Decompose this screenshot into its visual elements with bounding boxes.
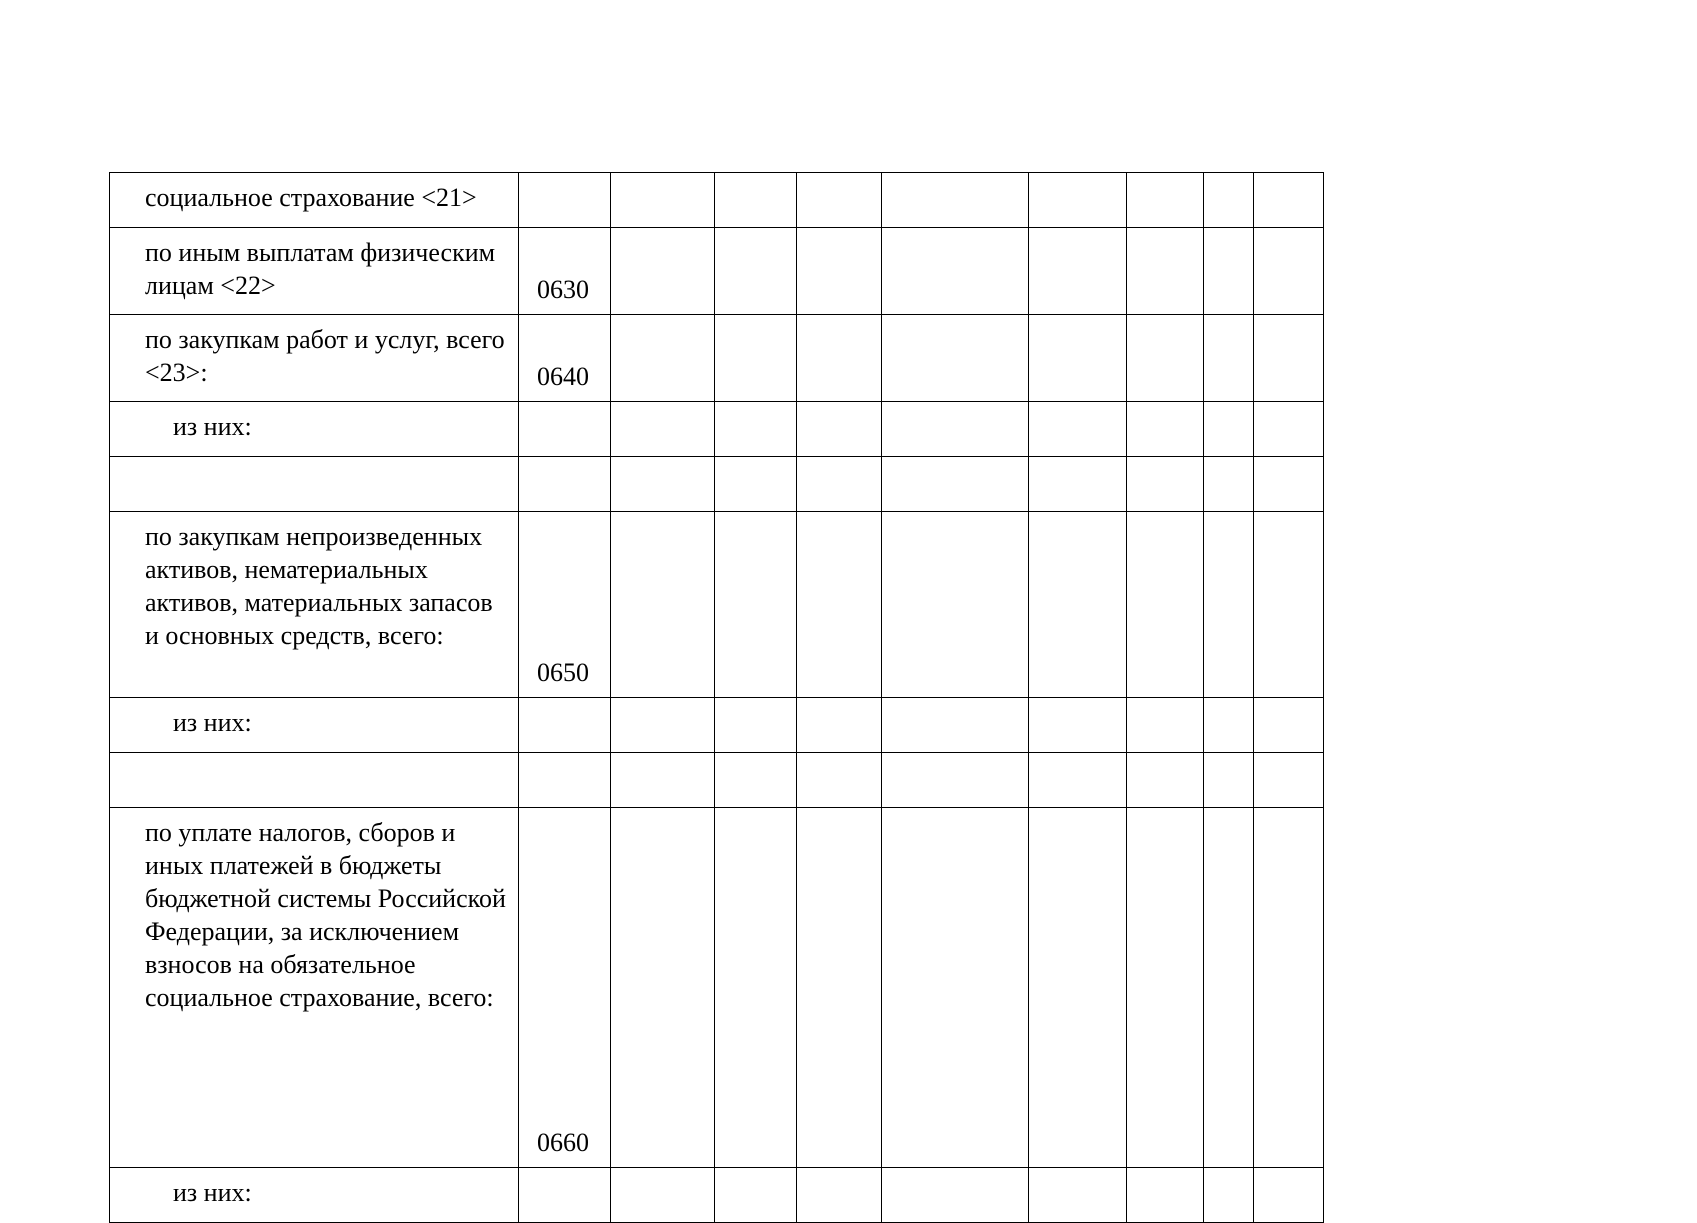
table-cell <box>1127 512 1204 698</box>
table-cell <box>1029 808 1127 1168</box>
table-cell <box>1254 808 1324 1168</box>
table-cell <box>715 808 797 1168</box>
table-cell <box>882 457 1029 512</box>
financial-report-table <box>109 172 1324 1223</box>
table-cell <box>1127 228 1204 315</box>
row-label: из них: <box>110 402 519 457</box>
table-cell <box>1029 173 1127 228</box>
row-label: из них: <box>110 1168 519 1223</box>
table-cell <box>1254 698 1324 753</box>
table-row <box>110 698 1324 753</box>
row-code: 0650 <box>519 512 611 698</box>
table-cell <box>1127 457 1204 512</box>
row-code <box>519 402 611 457</box>
row-code <box>519 1168 611 1223</box>
table-cell <box>715 228 797 315</box>
row-label <box>110 753 519 808</box>
table-row <box>110 512 1324 698</box>
row-code: 0630 <box>519 228 611 315</box>
table-cell <box>882 512 1029 698</box>
table-cell <box>797 457 882 512</box>
table-cell <box>797 173 882 228</box>
table-cell <box>1127 808 1204 1168</box>
table-cell <box>715 402 797 457</box>
table-cell <box>1204 228 1254 315</box>
table-cell <box>715 457 797 512</box>
row-label: по закупкам работ и услуг, всего <23>: <box>110 315 519 402</box>
table-cell <box>1029 753 1127 808</box>
table-cell <box>882 753 1029 808</box>
table-cell <box>1254 173 1324 228</box>
table-row <box>110 402 1324 457</box>
table-cell <box>1204 315 1254 402</box>
table-cell <box>611 753 715 808</box>
table-cell <box>715 753 797 808</box>
table-cell <box>882 808 1029 1168</box>
table-cell <box>1127 315 1204 402</box>
row-code <box>519 753 611 808</box>
table-row <box>110 753 1324 808</box>
row-label: по закупкам непроизведенных активов, нематериальных активов, материальных запасов и основных средств, всего: <box>110 512 519 698</box>
table-cell <box>1029 698 1127 753</box>
table-row <box>110 1168 1324 1223</box>
table-cell <box>1127 698 1204 753</box>
table-cell <box>611 808 715 1168</box>
table-cell <box>611 457 715 512</box>
table-cell <box>611 315 715 402</box>
table-cell <box>882 228 1029 315</box>
table-cell <box>715 512 797 698</box>
table-cell <box>1127 753 1204 808</box>
table-cell <box>715 315 797 402</box>
table-cell <box>611 228 715 315</box>
table-cell <box>797 808 882 1168</box>
table-cell <box>1029 457 1127 512</box>
table-cell <box>882 173 1029 228</box>
table-cell <box>882 1168 1029 1223</box>
table-cell <box>1254 315 1324 402</box>
table-cell <box>1204 512 1254 698</box>
table-cell <box>882 315 1029 402</box>
table-cell <box>797 228 882 315</box>
table-cell <box>1029 228 1127 315</box>
row-code: 0660 <box>519 808 611 1168</box>
table-row <box>110 228 1324 315</box>
row-code: 0640 <box>519 315 611 402</box>
table-cell <box>1029 402 1127 457</box>
table-cell <box>1254 512 1324 698</box>
table-cell <box>1254 1168 1324 1223</box>
table-cell <box>1254 457 1324 512</box>
table-cell <box>1204 457 1254 512</box>
table-cell <box>611 402 715 457</box>
table-cell <box>715 1168 797 1223</box>
table-cell <box>797 512 882 698</box>
table-cell <box>1254 402 1324 457</box>
table-cell <box>797 1168 882 1223</box>
row-label: социальное страхование <21> <box>110 173 519 228</box>
table-cell <box>611 173 715 228</box>
table-cell <box>1029 512 1127 698</box>
table-row <box>110 808 1324 1168</box>
table-cell <box>1204 1168 1254 1223</box>
table-cell <box>1029 315 1127 402</box>
row-label: по уплате налогов, сборов и иных платежей в бюджеты бюджетной системы Российской Федерации, за исключением взносов на обязательное социальное страхование, всего: <box>110 808 519 1168</box>
table-cell <box>1204 173 1254 228</box>
table-cell <box>1204 808 1254 1168</box>
table-row <box>110 315 1324 402</box>
table-cell <box>797 315 882 402</box>
table-cell <box>1254 753 1324 808</box>
row-label <box>110 457 519 512</box>
table-cell <box>1127 173 1204 228</box>
table-cell <box>882 402 1029 457</box>
table-cell <box>797 402 882 457</box>
table-cell <box>715 173 797 228</box>
table-cell <box>1204 698 1254 753</box>
table-cell <box>882 698 1029 753</box>
row-code <box>519 173 611 228</box>
table-cell <box>611 1168 715 1223</box>
table-cell <box>715 698 797 753</box>
table-row <box>110 457 1324 512</box>
table-cell <box>1029 1168 1127 1223</box>
table-cell <box>1204 402 1254 457</box>
table-cell <box>1127 1168 1204 1223</box>
row-label: из них: <box>110 698 519 753</box>
table-cell <box>1204 753 1254 808</box>
row-code <box>519 698 611 753</box>
table-cell <box>611 698 715 753</box>
row-label: по иным выплатам физическим лицам <22> <box>110 228 519 315</box>
table-row <box>110 173 1324 228</box>
row-code <box>519 457 611 512</box>
table-cell <box>797 753 882 808</box>
table-cell <box>797 698 882 753</box>
table-cell <box>1127 402 1204 457</box>
table-cell <box>1254 228 1324 315</box>
table-cell <box>611 512 715 698</box>
